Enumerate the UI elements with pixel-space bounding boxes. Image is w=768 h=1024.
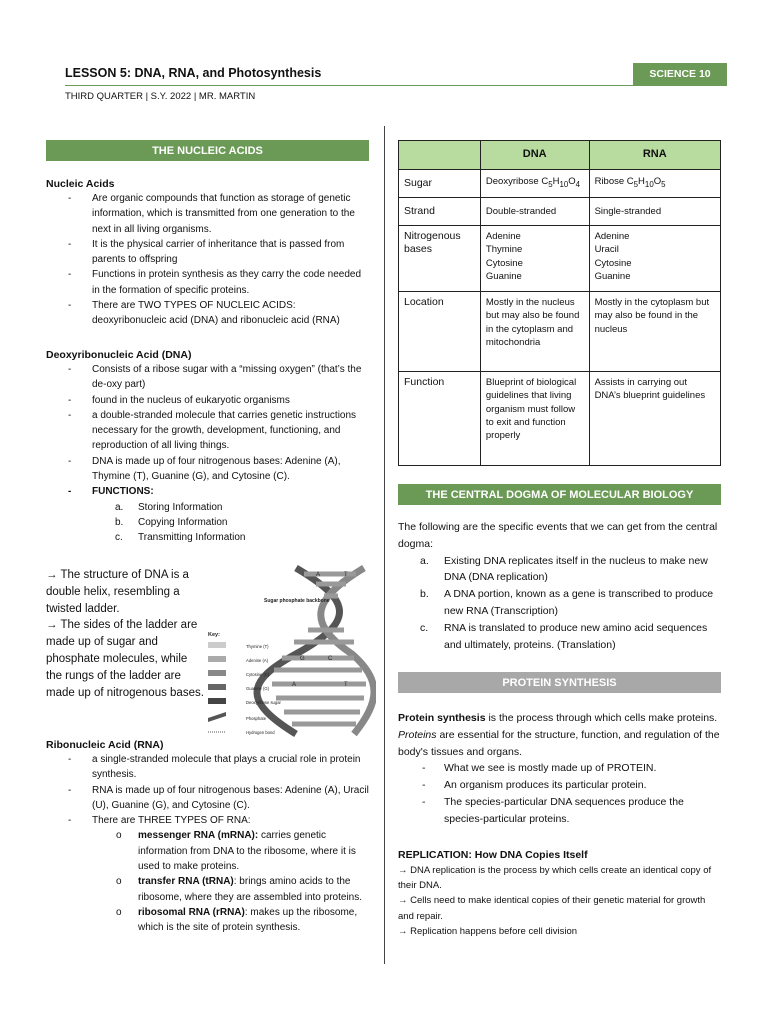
table-corner-cell — [399, 141, 481, 170]
row-label: Nitrogenous bases — [399, 226, 481, 292]
row-label: Location — [399, 292, 481, 372]
table-cell: Mostly in the nucleus but may also be found in the cytoplasm and mitochondria — [480, 292, 589, 372]
table-cell: Adenine Thymine Cytosine Guanine — [480, 226, 589, 292]
header-divider — [65, 85, 727, 86]
central-dogma-section — [398, 519, 723, 653]
list-item: o ribosomal RNA (rRNA): makes up the ribosome, which is the site of protein synthesis. — [46, 905, 374, 936]
rna-heading: Ribonucleic Acid (RNA) — [46, 739, 164, 751]
row-label: Strand — [399, 198, 481, 226]
row-label: Function — [399, 372, 481, 466]
rna-section — [46, 739, 374, 936]
list-item: - It is the physical carrier of inheritance that is passed from parents to offspring — [46, 237, 371, 268]
lesson-title: LESSON 5: DNA, RNA, and Photosynthesis — [65, 66, 322, 80]
column-header: DNA — [480, 141, 589, 170]
list-item: a. Storing Information — [115, 501, 223, 513]
rna-types-list — [46, 828, 374, 935]
svg-text:Deoxyribose sugar: Deoxyribose sugar — [246, 700, 281, 705]
list-item: a. Existing DNA replicates itself in the nucleus to make new DNA (DNA replication) — [420, 554, 708, 584]
list-item: - DNA is made up of four nitrogenous bases: Adenine (A), Thymine (T), Guanine (G), and Cytosine (C). — [46, 454, 371, 485]
base-letter: A — [316, 572, 321, 578]
svg-text:Cytosine (C): Cytosine (C) — [246, 672, 270, 677]
list-item: - a single-stranded molecule that plays a crucial role in protein synthesis. — [46, 752, 374, 783]
functions-label: - FUNCTIONS: — [46, 484, 371, 499]
nucleic-acids-section — [46, 178, 371, 329]
protein-synthesis-banner: PROTEIN SYNTHESIS — [398, 672, 721, 693]
table-row — [399, 198, 721, 226]
table-cell: Double-stranded — [480, 198, 589, 226]
replication-line: → DNA replication is the process by which cells create an identical copy of their DNA. — [398, 865, 712, 892]
table-row — [399, 170, 721, 198]
base-letter: G — [300, 656, 305, 662]
column-divider — [384, 126, 385, 964]
table-row — [399, 372, 721, 466]
list-item: - Are organic compounds that function as storage of genetic information, which is transmitted from one generation to the next in all living organisms. — [46, 191, 371, 237]
list-item: - The species-particular DNA sequences produce the species-particular proteins. — [398, 794, 723, 828]
list-item: - a double-stranded molecule that carries genetic instructions necessary for the growth, development, functioning, and reproduction of all living things. — [46, 408, 371, 454]
base-letter: C — [328, 656, 333, 662]
base-letter: T — [344, 572, 348, 578]
table-header-row — [399, 141, 721, 170]
table-cell: Ribose $C_5H_{10}O_5$ — [589, 170, 720, 198]
list-item: o messenger RNA (mRNA): carries genetic information from DNA to the ribosome, where it is used to make proteins. — [46, 828, 374, 874]
replication-heading: REPLICATION: How DNA Copies Itself — [398, 849, 588, 861]
dna-heading: Deoxyribonucleic Acid (DNA) — [46, 349, 192, 361]
table-cell: Adenine Uracil Cytosine Guanine — [589, 226, 720, 292]
replication-section — [398, 847, 723, 939]
list-item: c. RNA is translated to produce new amino acid sequences and ultimately, proteins. (Translation) — [420, 621, 708, 651]
rna-list — [46, 752, 374, 828]
central-dogma-intro: The following are the specific events that we can get from the central dogma: — [398, 521, 718, 550]
svg-text:Hydrogen bond: Hydrogen bond — [246, 730, 275, 735]
list-item: b. A DNA portion, known as a gene is transcribed to produce new RNA (Transcription) — [420, 588, 714, 617]
list-item: - There are THREE TYPES OF RNA: — [46, 813, 374, 828]
dna-double-helix-diagram — [204, 562, 376, 738]
dna-section — [46, 349, 371, 546]
nucleic-acids-heading: Nucleic Acids — [46, 178, 115, 190]
table-row — [399, 226, 721, 292]
svg-text:Thymine (T): Thymine (T) — [246, 644, 269, 649]
protein-synthesis-definition: Protein synthesis is the process through which cells make proteins. Proteins are essential for the structure, function, and regulation of the body's tissues and organs. — [398, 712, 720, 758]
lesson-subtitle: THIRD QUARTER | S.Y. 2022 | MR. MARTIN — [65, 91, 256, 102]
nucleic-acids-banner: THE NUCLEIC ACIDS — [46, 140, 369, 161]
svg-text:Guanine (G): Guanine (G) — [246, 686, 270, 691]
table-cell: Blueprint of biological guidelines that living organism must follow to exit and function properly — [480, 372, 589, 466]
replication-line: → Cells need to make identical copies of their genetic material for growth and repair. — [398, 895, 706, 922]
table-cell: Mostly in the cytoplasm but may also be found in the nucleus — [589, 292, 720, 372]
column-header: RNA — [589, 141, 720, 170]
dna-rna-comparison-table — [398, 140, 721, 466]
subject-badge: SCIENCE 10 — [633, 63, 727, 85]
list-item: o transfer RNA (tRNA): brings amino acids to the ribosome, where they are assembled into proteins. — [46, 874, 374, 905]
list-item: b. Copying Information — [115, 516, 228, 528]
protein-synthesis-section — [398, 710, 723, 828]
svg-text:Phosphate: Phosphate — [246, 716, 267, 721]
list-item: - found in the nucleus of eukaryotic organisms — [46, 393, 371, 408]
table-cell: Assists in carrying out DNA’s blueprint guidelines — [589, 372, 720, 466]
protein-synthesis-list — [398, 760, 723, 827]
list-item: - What we see is mostly made up of PROTEIN. — [398, 760, 723, 777]
svg-text:Adenine (A): Adenine (A) — [246, 658, 269, 663]
base-letter: T — [344, 682, 348, 688]
row-label: Sugar — [399, 170, 481, 198]
dna-list — [46, 362, 371, 500]
list-item: - An organism produces its particular protein. — [398, 777, 723, 794]
list-item: c. Transmitting Information — [115, 532, 246, 544]
central-dogma-list — [398, 553, 723, 654]
key-label: Key: — [208, 632, 220, 638]
functions-list — [46, 500, 371, 546]
list-item: - Consists of a ribose sugar with a “missing oxygen” (that’s the de-oxy part) — [46, 362, 371, 393]
dna-structure-text: → The structure of DNA is a double helix, resembling a twisted ladder. → The sides of the ladder are made up of sugar and phosphate molecules, while the rungs of the ladder are made up of nitrogenous bases. — [46, 569, 204, 699]
table-row — [399, 292, 721, 372]
list-item: - Functions in protein synthesis as they carry the code needed in the formation of specific proteins. — [46, 267, 371, 298]
table-cell: Single-stranded — [589, 198, 720, 226]
nucleic-acids-list — [46, 191, 371, 329]
table-cell: Deoxyribose $C_5H_{10}O_4$ — [480, 170, 589, 198]
backbone-label: Sugar phosphate backbone — [264, 598, 330, 604]
base-letter: A — [292, 682, 297, 688]
list-item: - RNA is made up of four nitrogenous bases: Adenine (A), Uracil (U), Guanine (G), and Cytosine (C). — [46, 783, 374, 814]
list-item: - There are TWO TYPES OF NUCLEIC ACIDS: deoxyribonucleic acid (DNA) and ribonucleic acid (RNA) — [46, 298, 371, 329]
replication-line: → Replication happens before cell division — [398, 925, 578, 937]
central-dogma-banner: THE CENTRAL DOGMA OF MOLECULAR BIOLOGY — [398, 484, 721, 505]
